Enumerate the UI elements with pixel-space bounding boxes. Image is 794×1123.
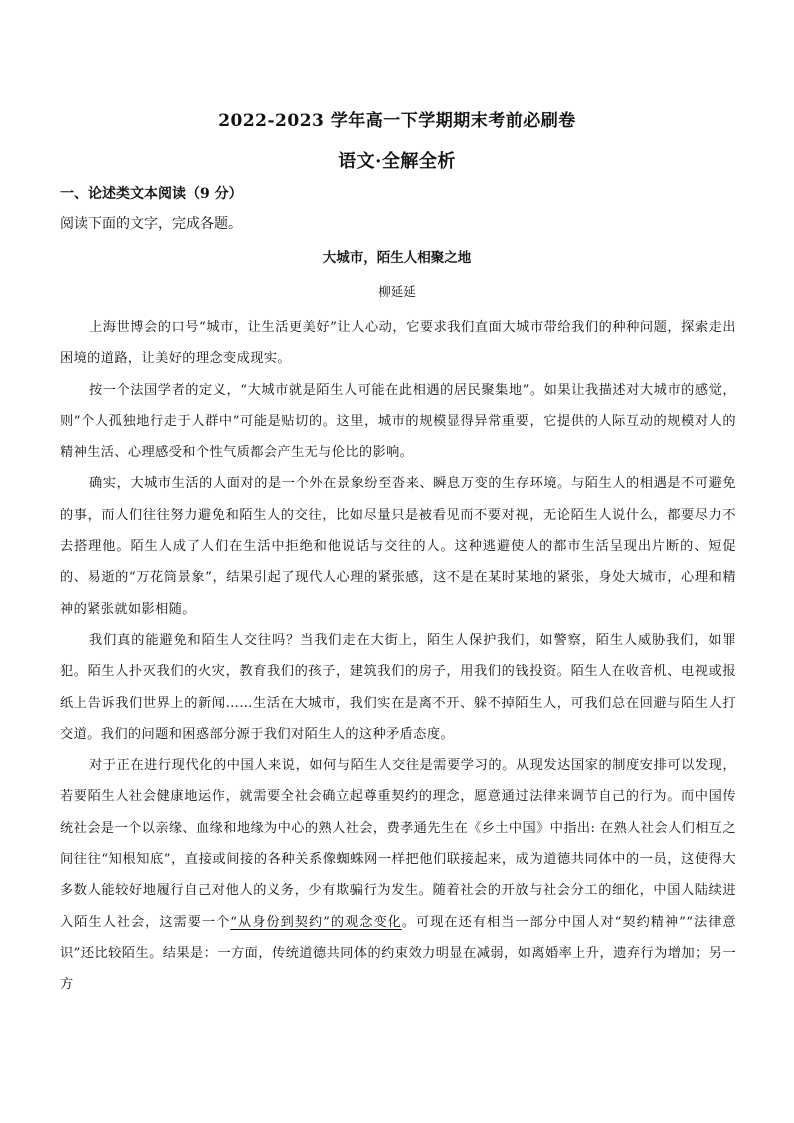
- article-author: 柳延延: [378, 284, 416, 299]
- paragraph-2: 按一个法国学者的定义，“大城市就是陌生人可能在此相遇的居民聚集地”。如果让我描述对大城市的感觉，则“个人孤独地行走于人群中”可能是贴切的。这里，城市的规模显得异常重要，它提供的人际互动的规模对人的精神生活、心理感受和个性气质都会产生无与伦比的影响。: [60, 382, 736, 461]
- paragraph-5-text-b: 。可现在还有相当一部分中国人对“契约精神”“法律意识”还比较陌生。结果是：一方面，传统道德共同体的约束效力明显在减弱，如离婚率上升，遗弃行为增加；另一方: [60, 914, 736, 993]
- section-heading: 一、论述类文本阅读（9 分）: [60, 186, 243, 202]
- underlined-phrase: “从身份到契约”的观念变化: [230, 914, 402, 930]
- paragraph-5: [60, 750, 736, 1000]
- article-body: [60, 312, 736, 1001]
- paragraph-5-text-a: 对于正在进行现代化的中国人来说，如何与陌生人交往是需要学习的。从现发达国家的制度安排可以发现，若要陌生人社会健康地运作，就需要全社会确立起尊重契约的理念，愿意通过法律来调节自己的行为。而中国传统社会是一个以亲缘、血缘和地缘为中心的熟人社会，费孝通先生在《乡土中国》中指出: 在熟人社会人们相互之间往往“知根知底”，直接或间接的各种关系像蜘蛛网一样把他们联接起来，成为道德共同体中的一员，这使得大多数人能较好地履行自己对他人的义务，少有欺骗行为发生。随着社会的开放与社会分工的细化，中国人陆续进入陌生人社会，这需要一个: [60, 758, 736, 930]
- exam-title: 2022-2023 学年高一下学期期末考前必刷卷: [218, 111, 576, 131]
- exam-subtitle: 语文·全解全析: [338, 151, 456, 172]
- paragraph-1: 上海世博会的口号“城市，让生活更美好”让人心动，它要求我们直面大城市带给我们的种种问题，探索走出困境的道路，让美好的理念变成现实。: [60, 320, 736, 367]
- paragraph-3: 确实，大城市生活的人面对的是一个外在景象纷至沓来、瞬息万变的生存环境。与陌生人的相遇是不可避免的事，而人们往往努力避免和陌生人的交往，比如尽量只是被看见而不要对视，无论陌生人说什么，都要尽力不去搭理他。陌生人成了人们在生活中拒绝和他说话与交往的人。这种逃避使人的都市生活呈现出片断的、短促的、易逝的“万花筒景象”，结果引起了现代人心理的紧张感，这不是在某时某地的紧张，身处大城市，心理和精神的紧张就如影相随。: [60, 476, 736, 617]
- article-title: 大城市，陌生人相聚之地: [322, 250, 472, 266]
- section-instruction: 阅读下面的文字，完成各题。: [60, 216, 242, 232]
- paragraph-4: 我们真的能避免和陌生人交往吗？当我们走在大街上，陌生人保护我们，如警察，陌生人威胁我们，如罪犯。陌生人扑灭我们的火灾，教育我们的孩子，建筑我们的房子，用我们的钱投资。陌生人在收音机、电视或报纸上告诉我们世界上的新闻……生活在大城市，我们实在是离不开、躲不掉陌生人，可我们总在回避与陌生人打交道。我们的问题和困惑部分源于我们对陌生人的这种矛盾态度。: [60, 632, 736, 742]
